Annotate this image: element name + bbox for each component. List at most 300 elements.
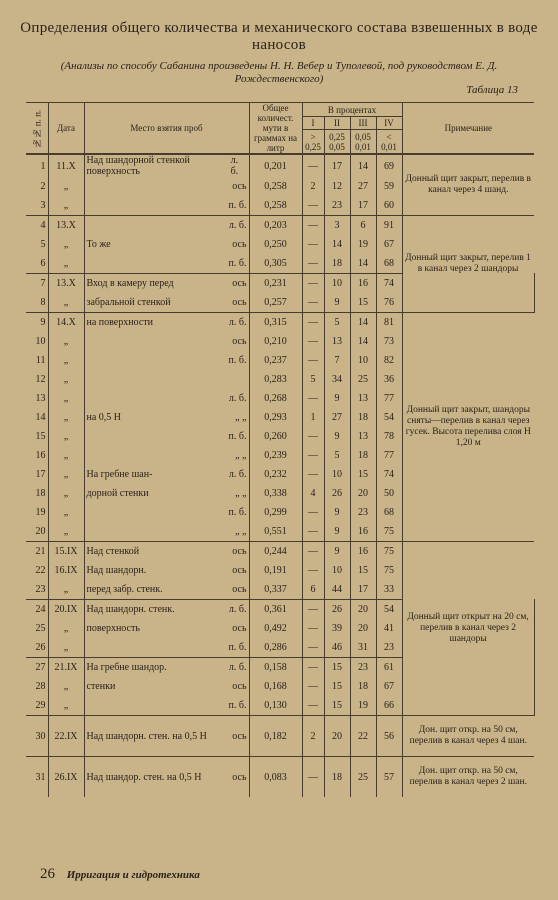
row-date: 11.X	[48, 154, 84, 177]
row-fraction-1: —	[302, 658, 324, 678]
row-fraction-2: 9	[324, 542, 350, 562]
row-total: 0,286	[249, 638, 302, 658]
row-place	[84, 542, 249, 562]
row-total: 0,239	[249, 446, 302, 465]
row-fraction-4: 75	[376, 561, 402, 580]
row-number: 21	[26, 542, 48, 562]
row-total: 0,551	[249, 522, 302, 542]
row-position: п. б.	[228, 642, 247, 653]
table-row	[26, 154, 534, 177]
header-place: Место взятия проб	[84, 103, 249, 155]
row-total: 0,083	[249, 757, 302, 798]
row-fraction-4: 81	[376, 313, 402, 333]
row-fraction-3: 13	[350, 389, 376, 408]
header-date: Дата	[48, 103, 84, 155]
row-position: л. б.	[228, 662, 247, 673]
row-place	[84, 716, 249, 757]
row-position: ось	[232, 546, 247, 557]
row-number: 8	[40, 297, 46, 308]
row-fraction-1: —	[302, 427, 324, 446]
row-position: ось	[232, 297, 247, 308]
row-number: 27	[26, 658, 48, 678]
row-position: п. б.	[228, 258, 247, 269]
row-fraction-1: 5	[302, 370, 324, 389]
row-number: 18	[35, 488, 46, 499]
row-fraction-1: —	[302, 503, 324, 522]
row-fraction-1: —	[302, 351, 324, 370]
row-date: „	[48, 427, 84, 446]
row-total: 0,191	[249, 561, 302, 580]
row-number: 17	[35, 469, 46, 480]
row-place-text: поверхность	[86, 623, 140, 634]
row-fraction-1: —	[302, 600, 324, 620]
row-fraction-3: 19	[350, 235, 376, 254]
row-total: 0,232	[249, 465, 302, 484]
row-fraction-3: 20	[350, 619, 376, 638]
row-number: 6	[40, 258, 46, 269]
row-total: 0,201	[249, 154, 302, 177]
row-fraction-4: 60	[376, 196, 402, 216]
row-total: 0,258	[249, 196, 302, 216]
row-fraction-3: 17	[350, 580, 376, 600]
row-fraction-2: 18	[324, 254, 350, 274]
row-fraction-3: 27	[350, 177, 376, 196]
row-date: „	[48, 177, 84, 196]
row-position: л. б.	[228, 469, 247, 480]
row-fraction-2: 5	[324, 313, 350, 333]
row-place	[84, 216, 249, 236]
row-fraction-2: 13	[324, 332, 350, 351]
row-fraction-1: —	[302, 235, 324, 254]
row-fraction-4: 74	[376, 274, 402, 294]
row-fraction-2: 17	[324, 154, 350, 177]
row-number: 22	[35, 565, 46, 576]
header-range-2: 0,25 0,05	[324, 130, 350, 154]
header-fraction-3: III	[350, 117, 376, 130]
row-number: 3	[40, 200, 46, 211]
row-position: л. б.	[228, 604, 247, 615]
row-fraction-3: 18	[350, 408, 376, 427]
row-number: 15	[35, 431, 46, 442]
header-note: Примечание	[402, 103, 534, 155]
row-fraction-4: 61	[376, 658, 402, 678]
row-number: 12	[35, 374, 46, 385]
row-fraction-3: 19	[350, 696, 376, 716]
row-fraction-2: 20	[324, 716, 350, 757]
header-fraction-4: IV	[376, 117, 402, 130]
row-total: 0,305	[249, 254, 302, 274]
row-total: 0,283	[249, 370, 302, 389]
row-number: 5	[40, 239, 46, 250]
row-total: 0,257	[249, 293, 302, 313]
row-fraction-4: 56	[376, 716, 402, 757]
row-place-text: Над стенкой	[86, 546, 140, 557]
row-number: 23	[35, 584, 46, 595]
row-fraction-4: 59	[376, 177, 402, 196]
row-number: 14	[35, 412, 46, 423]
row-fraction-4: 41	[376, 619, 402, 638]
row-fraction-2: 14	[324, 235, 350, 254]
row-fraction-2: 26	[324, 484, 350, 503]
row-fraction-1: —	[302, 522, 324, 542]
row-place-text: на поверхности	[86, 317, 154, 328]
row-total: 0,268	[249, 389, 302, 408]
row-fraction-2: 9	[324, 427, 350, 446]
row-position: п. б.	[228, 200, 247, 211]
row-number: 1	[40, 160, 46, 172]
row-place	[84, 696, 249, 716]
row-fraction-3: 23	[350, 658, 376, 678]
row-date: „	[48, 677, 84, 696]
row-date: „	[48, 580, 84, 600]
row-position: ось	[232, 584, 247, 595]
row-place	[84, 351, 249, 370]
row-fraction-4: 54	[376, 600, 402, 620]
row-note: Донный щит закрыт, перелив 1 в канал через 2 шандоры	[402, 216, 534, 313]
row-place-text: дорной стенки	[86, 488, 149, 499]
row-total: 0,203	[249, 216, 302, 236]
row-total: 0,338	[249, 484, 302, 503]
row-fraction-1: —	[302, 757, 324, 798]
row-number: 16	[35, 450, 46, 461]
row-fraction-4: 67	[376, 677, 402, 696]
row-place	[84, 484, 249, 503]
row-number: 25	[35, 623, 46, 634]
header-range-3: 0,05 0,01	[350, 130, 376, 154]
row-fraction-1: —	[302, 196, 324, 216]
row-fraction-1: —	[302, 542, 324, 562]
row-total: 0,130	[249, 696, 302, 716]
row-position: п. б.	[228, 355, 247, 366]
row-fraction-3: 20	[350, 600, 376, 620]
row-place-text: Над шандорн.	[86, 565, 147, 576]
row-place	[84, 332, 249, 351]
row-note: Донный щит закрыт, шандоры сняты—перелив в канал через гусек. Высота перелива слоя Н 1,20 м	[402, 313, 534, 542]
row-number: 19	[35, 507, 46, 518]
row-number: 20	[35, 526, 46, 537]
row-fraction-3: 23	[350, 503, 376, 522]
row-place	[84, 427, 249, 446]
row-date: „	[48, 619, 84, 638]
row-fraction-4: 68	[376, 254, 402, 274]
row-date: „	[48, 465, 84, 484]
row-position: „ „	[235, 412, 247, 423]
row-fraction-1: —	[302, 389, 324, 408]
row-fraction-2: 15	[324, 677, 350, 696]
row-fraction-2: 27	[324, 408, 350, 427]
row-total: 0,315	[249, 313, 302, 333]
header-percent: В процентах	[302, 103, 402, 117]
row-fraction-4: 68	[376, 503, 402, 522]
row-place	[84, 177, 249, 196]
row-total: 0,182	[249, 716, 302, 757]
row-date: „	[48, 196, 84, 216]
header-range-4: < 0,01	[376, 130, 402, 154]
row-fraction-1: —	[302, 619, 324, 638]
row-fraction-4: 76	[376, 293, 402, 313]
row-date: „	[48, 408, 84, 427]
row-number: 28	[35, 681, 46, 692]
row-position: л. б.	[228, 393, 247, 404]
row-note: Донный щит закрыт, перелив в канал через 4 шанд.	[402, 154, 534, 216]
row-total: 0,258	[249, 177, 302, 196]
row-fraction-1: —	[302, 154, 324, 177]
row-fraction-4: 23	[376, 638, 402, 658]
row-fraction-4: 36	[376, 370, 402, 389]
row-number: 10	[35, 336, 46, 347]
row-date: „	[48, 254, 84, 274]
row-fraction-2: 10	[324, 561, 350, 580]
row-fraction-1: 4	[302, 484, 324, 503]
row-fraction-2: 44	[324, 580, 350, 600]
row-fraction-1: —	[302, 446, 324, 465]
row-date: „	[48, 484, 84, 503]
row-total: 0,293	[249, 408, 302, 427]
row-date: 13.X	[48, 274, 84, 294]
row-number: 2	[40, 181, 46, 192]
row-place-text: На гребне шан-	[86, 469, 153, 480]
row-fraction-1: —	[302, 696, 324, 716]
row-date: „	[48, 696, 84, 716]
page-number: 26	[40, 866, 55, 882]
header-fraction-1: I	[302, 117, 324, 130]
row-place-text: на 0,5 Н	[86, 412, 122, 423]
row-note: Дон. щит откр. на 50 см, перелив в канал через 4 шан.	[402, 716, 534, 757]
row-fraction-1: —	[302, 638, 324, 658]
row-place	[84, 465, 249, 484]
row-fraction-4: 78	[376, 427, 402, 446]
row-place	[84, 196, 249, 216]
row-position: ось	[232, 565, 247, 576]
row-fraction-1: —	[302, 677, 324, 696]
row-position: ось	[232, 181, 247, 192]
row-place	[84, 757, 249, 798]
row-fraction-4: 54	[376, 408, 402, 427]
row-fraction-3: 15	[350, 561, 376, 580]
header-fraction-2: II	[324, 117, 350, 130]
row-place	[84, 408, 249, 427]
row-total: 0,244	[249, 542, 302, 562]
row-number: 26	[35, 642, 46, 653]
row-total: 0,299	[249, 503, 302, 522]
row-fraction-2: 9	[324, 389, 350, 408]
row-fraction-2: 9	[324, 293, 350, 313]
row-fraction-3: 6	[350, 216, 376, 236]
row-fraction-1: —	[302, 561, 324, 580]
row-fraction-4: 77	[376, 389, 402, 408]
table-row	[26, 757, 534, 798]
row-place	[84, 658, 249, 678]
row-position: ось	[232, 771, 247, 783]
row-position: п. б.	[228, 700, 247, 711]
row-total: 0,168	[249, 677, 302, 696]
row-fraction-4: 77	[376, 446, 402, 465]
row-fraction-1: —	[302, 332, 324, 351]
row-place-text: забральной стенкой	[86, 297, 171, 308]
row-fraction-3: 31	[350, 638, 376, 658]
row-place	[84, 389, 249, 408]
row-place	[84, 522, 249, 542]
row-fraction-2: 7	[324, 351, 350, 370]
row-position: ось	[232, 681, 247, 692]
row-total: 0,250	[249, 235, 302, 254]
row-fraction-3: 10	[350, 351, 376, 370]
row-place	[84, 638, 249, 658]
row-place	[84, 274, 249, 294]
row-place-text: На гребне шандор.	[86, 662, 167, 673]
row-fraction-3: 18	[350, 677, 376, 696]
row-date: 14.X	[48, 313, 84, 333]
row-number: 24	[26, 600, 48, 620]
row-place-text: Вход в камеру перед	[86, 278, 174, 289]
table-row	[26, 716, 534, 757]
row-date: „	[48, 389, 84, 408]
row-fraction-1: —	[302, 254, 324, 274]
table-row	[26, 313, 534, 333]
row-date: „	[48, 235, 84, 254]
row-date: „	[48, 503, 84, 522]
row-place	[84, 677, 249, 696]
row-fraction-4: 74	[376, 465, 402, 484]
row-fraction-2: 10	[324, 465, 350, 484]
row-fraction-3: 20	[350, 484, 376, 503]
row-date: 16.IX	[48, 561, 84, 580]
data-table	[26, 102, 534, 797]
row-place-text: перед забр. стенк.	[86, 584, 163, 595]
row-fraction-4: 73	[376, 332, 402, 351]
row-fraction-3: 18	[350, 446, 376, 465]
row-fraction-1: 1	[302, 408, 324, 427]
row-fraction-1: —	[302, 313, 324, 333]
row-place-text: Над шандор. стен. на 0,5 Н	[86, 771, 202, 783]
row-number: 7	[26, 274, 48, 294]
row-fraction-2: 12	[324, 177, 350, 196]
row-fraction-3: 15	[350, 465, 376, 484]
row-number: 9	[26, 313, 48, 333]
row-fraction-4: 57	[376, 757, 402, 798]
row-fraction-1: 2	[302, 716, 324, 757]
row-fraction-4: 33	[376, 580, 402, 600]
table-row	[26, 216, 534, 236]
page-title: Определения общего количества и механического состава взвешенных в воде наносов	[20, 20, 538, 53]
row-place	[84, 370, 249, 389]
row-total: 0,492	[249, 619, 302, 638]
row-fraction-3: 14	[350, 313, 376, 333]
row-fraction-4: 75	[376, 522, 402, 542]
row-total: 0,210	[249, 332, 302, 351]
row-note: Дон. щит откр. на 50 см, перелив в канал через 2 шан.	[402, 757, 534, 798]
row-fraction-1: —	[302, 293, 324, 313]
row-fraction-4: 66	[376, 696, 402, 716]
row-place-text: То же	[86, 239, 111, 250]
row-date: „	[48, 332, 84, 351]
row-number: 13	[35, 393, 46, 404]
row-fraction-3: 16	[350, 542, 376, 562]
row-position: л. б.	[228, 317, 247, 328]
footer	[40, 866, 200, 883]
row-place-text: стенки	[86, 681, 116, 692]
row-position: л. б.	[228, 220, 247, 231]
row-total: 0,361	[249, 600, 302, 620]
row-total: 0,158	[249, 658, 302, 678]
row-number: 29	[35, 700, 46, 711]
row-fraction-3: 17	[350, 196, 376, 216]
row-note: Донный щит открыт на 20 см, перелив в канал через 2 шандоры	[402, 542, 534, 716]
row-number: 4	[26, 216, 48, 236]
row-date: 20.IX	[48, 600, 84, 620]
row-fraction-2: 26	[324, 600, 350, 620]
row-fraction-1: 2	[302, 177, 324, 196]
row-position: п. б.	[228, 507, 247, 518]
row-date: „	[48, 351, 84, 370]
row-fraction-1: —	[302, 465, 324, 484]
row-position: л. б.	[230, 155, 239, 177]
row-fraction-4: 82	[376, 351, 402, 370]
row-position: ось	[232, 623, 247, 634]
row-fraction-3: 16	[350, 274, 376, 294]
row-place-text: Над шандорной стенкой поверхность	[86, 155, 190, 177]
page-subtitle: (Анализы по способу Сабанина произведены Н. Н. Вебер и Туполевой, под руководством Е. Д. Рождественского)	[60, 60, 498, 85]
row-position: „ „	[235, 488, 247, 499]
row-fraction-3: 14	[350, 154, 376, 177]
row-fraction-4: 69	[376, 154, 402, 177]
row-position: „ „	[235, 526, 247, 537]
row-place	[84, 293, 249, 313]
row-fraction-1: —	[302, 216, 324, 236]
row-fraction-2: 10	[324, 274, 350, 294]
row-place	[84, 254, 249, 274]
row-place-text: Над шандорн. стенк.	[86, 604, 175, 615]
row-fraction-2: 9	[324, 503, 350, 522]
row-position: „ „	[235, 450, 247, 461]
row-date: 21.IX	[48, 658, 84, 678]
row-date: 13.X	[48, 216, 84, 236]
row-place	[84, 154, 249, 177]
header-range-1: > 0,25	[302, 130, 324, 154]
row-fraction-3: 14	[350, 254, 376, 274]
row-position: ось	[232, 239, 247, 250]
row-total: 0,231	[249, 274, 302, 294]
row-place	[84, 313, 249, 333]
row-fraction-3: 13	[350, 427, 376, 446]
row-place	[84, 561, 249, 580]
table-label: Таблица 13	[466, 84, 518, 96]
row-date: 22.IX	[48, 716, 84, 757]
row-fraction-1: —	[302, 274, 324, 294]
row-fraction-1: 6	[302, 580, 324, 600]
row-place	[84, 235, 249, 254]
row-total: 0,337	[249, 580, 302, 600]
row-date: „	[48, 370, 84, 389]
row-fraction-2: 18	[324, 757, 350, 798]
row-number: 31	[26, 757, 48, 798]
row-place	[84, 600, 249, 620]
row-date: 15.IX	[48, 542, 84, 562]
row-position: ось	[232, 278, 247, 289]
row-fraction-2: 9	[324, 522, 350, 542]
row-fraction-2: 23	[324, 196, 350, 216]
row-fraction-4: 91	[376, 216, 402, 236]
row-place	[84, 619, 249, 638]
row-date: „	[48, 446, 84, 465]
row-total: 0,260	[249, 427, 302, 446]
row-place	[84, 580, 249, 600]
row-fraction-4: 75	[376, 542, 402, 562]
row-position: ось	[232, 730, 247, 742]
row-fraction-4: 50	[376, 484, 402, 503]
row-fraction-3: 16	[350, 522, 376, 542]
header-num: №№ п. п.	[26, 103, 48, 155]
